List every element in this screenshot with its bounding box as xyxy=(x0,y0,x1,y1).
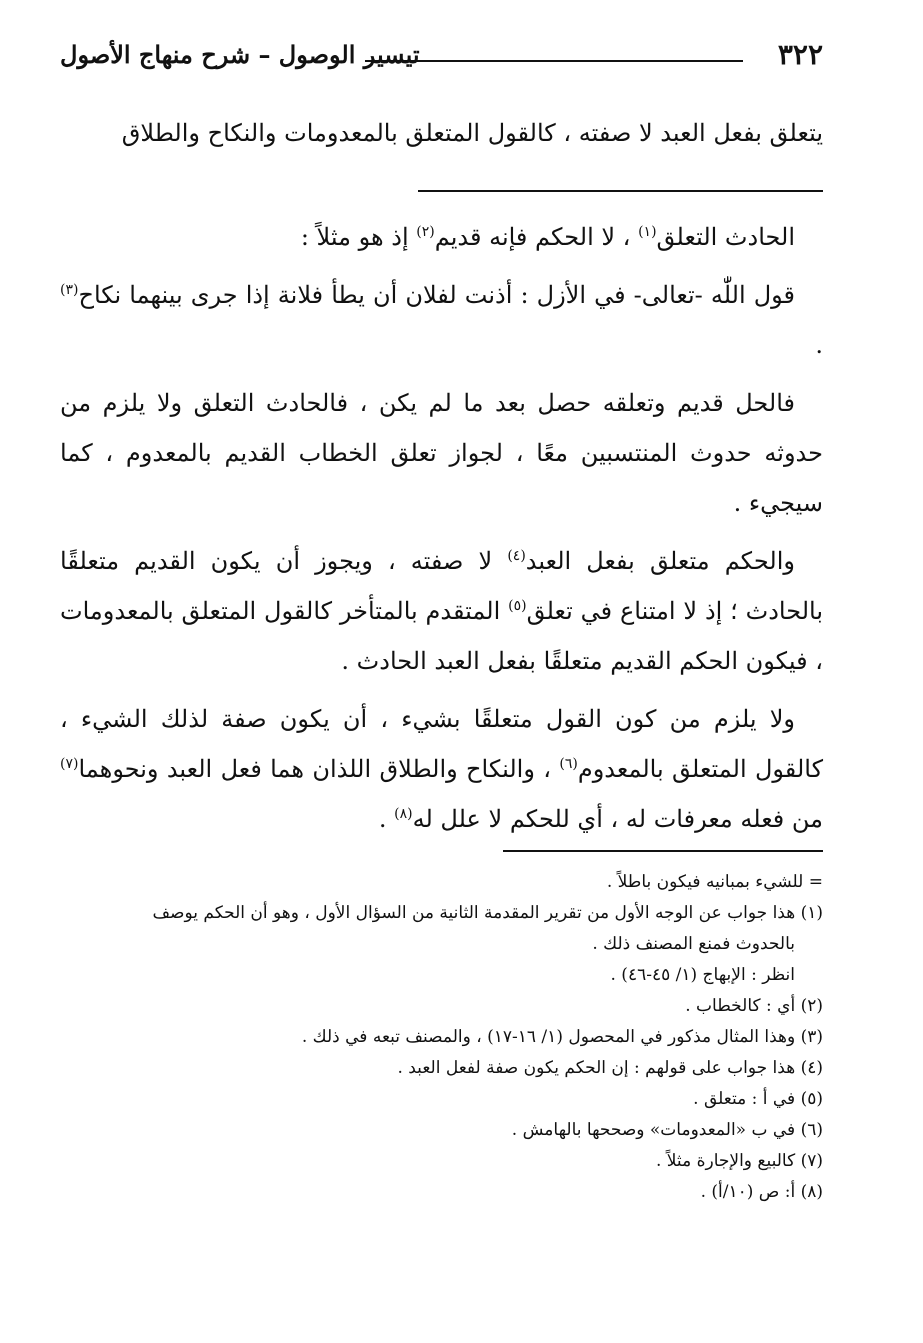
footnote-ref: (٤) xyxy=(507,548,526,564)
footnote: (٤) هذا جواب على قولهم : إن الحكم يكون صفة لفعل العبد . xyxy=(397,1058,823,1078)
footnote-ref: (٣) xyxy=(60,282,79,298)
footnote-line: بالحدوث فمنع المصنف ذلك . xyxy=(592,934,795,954)
footnote-ref: (٢) xyxy=(416,224,435,240)
paragraph: والحكم متعلق بفعل العبد$^{(٤)}$ لا صفته ، ويجوز أن يكون القديم متعلقًا بالحادث ؛ إذ لا امتناع في تعلق$^{(٥)}$ المتقدم بالمتأخر كالقول المتعلق بالمعدومات ، فيكون الحكم القديم متعلقًا بفعل العبد الحادث . xyxy=(60,547,824,675)
footnote: (٨) أ: ص (١٠/أ) . xyxy=(700,1182,823,1202)
footnote-ref: (٧) xyxy=(60,756,79,772)
footnotes xyxy=(60,867,823,1208)
commentary-body xyxy=(60,212,823,844)
paragraph: الحادث التعلق$^{(١)}$ ، لا الحكم فإنه قديم$^{(٢)}$ إذ هو مثلاً : xyxy=(300,223,795,251)
running-title: تيسير الوصول – شرح منهاج الأصول xyxy=(60,40,420,69)
paragraph: فالحل قديم وتعلقه حصل بعد ما لم يكن ، فالحادث التعلق ولا يلزم من حدوثه حدوث المنتسبين معًا ، لجواز تعلق الخطاب القديم بالمعدوم ، كما سيجيء . xyxy=(60,389,823,517)
commentary-divider xyxy=(418,190,823,192)
footnote: (٣) وهذا المثال مذكور في المحصول (١/ ١٦-١٧) ، والمصنف تبعه في ذلك . xyxy=(301,1027,823,1047)
footnote: (٧) كالبيع والإجارة مثلاً . xyxy=(655,1151,823,1171)
footnote-ref: (٥) xyxy=(508,598,527,614)
paragraph: ولا يلزم من كون القول متعلقًا بشيء ، أن يكون صفة لذلك الشيء ، كالقول المتعلق بالمعدوم$^{(٦)}$ ، والنكاح والطلاق اللذان هما فعل العبد ونحوهما$^{(٧)}$ من فعله معرفات له ، أي للحكم لا علل له$^{(٨)}$ . xyxy=(60,705,823,833)
footnote-ref: (٦) xyxy=(559,756,578,772)
footnote: (٢) أي : كالخطاب . xyxy=(685,996,823,1016)
footnote: (٦) في ب «المعدومات» وصححها بالهامش . xyxy=(511,1120,823,1140)
top-line: يتعلق بفعل العبد لا صفته ، كالقول المتعلق بالمعدومات والنكاح والطلاق xyxy=(121,119,823,147)
footnote: (١) هذا جواب عن الوجه الأول من تقرير المقدمة الثانية من السؤال الأول ، وهو أن الحكم يوصف xyxy=(152,903,823,923)
footnote-line: انظر : الإبهاج (١/ ٤٥-٤٦) . xyxy=(610,965,795,985)
header-rule xyxy=(365,60,743,62)
page-header xyxy=(60,38,823,78)
footnote-ref: (٨) xyxy=(394,806,413,822)
continuation-text xyxy=(60,108,823,158)
footnote-ref: (١) xyxy=(638,224,657,240)
paragraph: قول اللّٰه -تعالى- في الأزل : أذنت لفلان أن يطأ فلانة إذا جرى بينهما نكاح$^{(٣)}$ . xyxy=(60,281,823,359)
footnote-continuation: = للشيء بمبانيه فيكون باطلاً . xyxy=(606,872,823,892)
footnote: (٥) في أ : متعلق . xyxy=(693,1089,823,1109)
page-number: ٣٢٢ xyxy=(777,38,823,71)
footnote-divider xyxy=(503,850,823,852)
